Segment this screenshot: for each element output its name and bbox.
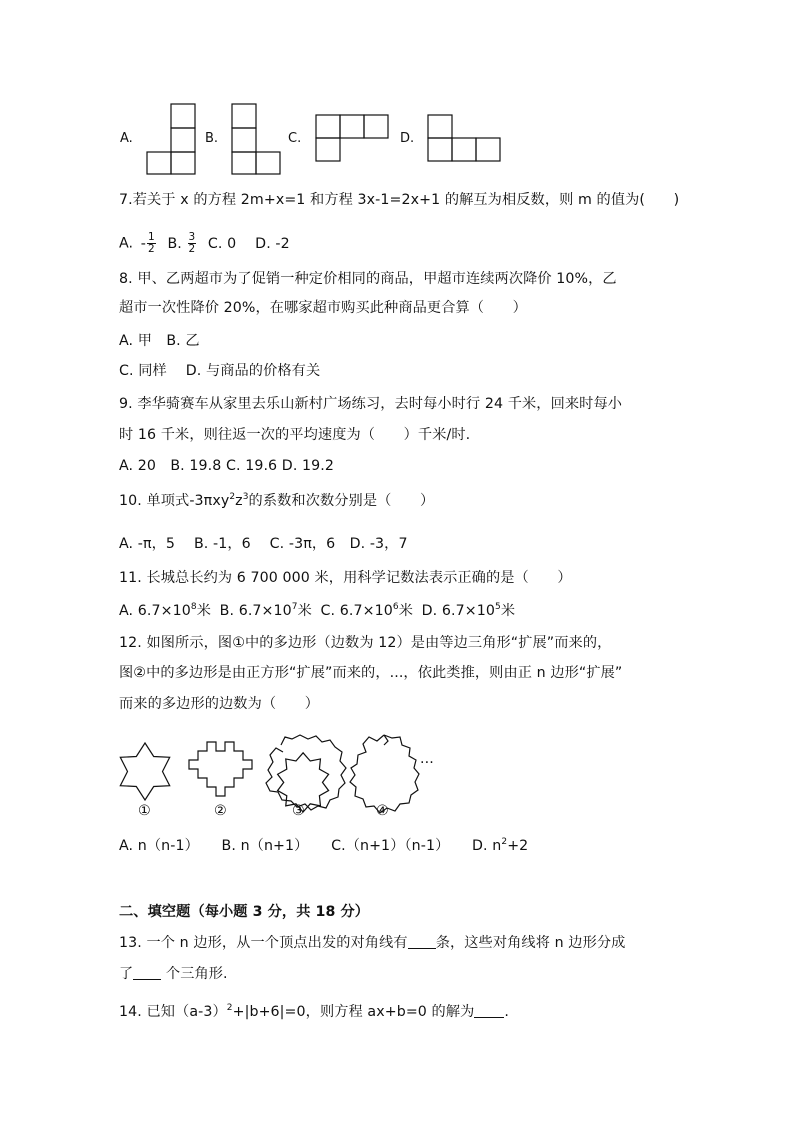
q9-line2: 时 16 千米，则往返一次的平均速度为（ ）千米/时. bbox=[119, 427, 471, 443]
q12-line1: 12. 如图所示，图①中的多边形（边数为 12）是由等边三角形“扩展”而来的， bbox=[119, 635, 612, 651]
q7-options bbox=[119, 232, 290, 255]
q12-figure-label-4: ④ bbox=[376, 803, 389, 819]
q6-net-c bbox=[316, 115, 388, 161]
q6-option-d-label: D. bbox=[400, 131, 415, 146]
q8-options-2: C. 同样 D. 与商品的价格有关 bbox=[119, 363, 321, 379]
q13-blank-2[interactable] bbox=[133, 967, 161, 980]
q12-figure-label-1: ① bbox=[138, 803, 151, 819]
q12-options: A. n（n-1） B. n（n+1） C.（n+1）（n-1） D. $n^2+2$ bbox=[119, 837, 529, 854]
q7-option-a-sign: - bbox=[140, 235, 147, 252]
q12-figure-1-star bbox=[120, 743, 169, 800]
q8-line2: 超市一次性降价 20%，在哪家超市购买此种商品更合算（ ） bbox=[119, 300, 527, 316]
q6-net-d bbox=[428, 115, 500, 161]
q13-line2: 了 个三角形. bbox=[119, 966, 228, 982]
q8-line1: 8. 甲、乙两超市为了促销一种定价相同的商品，甲超市连续两次降价 10%，乙 bbox=[119, 271, 617, 287]
q13-blank-1[interactable] bbox=[408, 936, 436, 949]
q13-line1: 13. 一个 n 边形，从一个顶点出发的对角线有 条，这些对角线将 n 边形分成 bbox=[119, 935, 626, 951]
q12-line3: 而来的多边形的边数为（ ） bbox=[119, 696, 320, 712]
q12-line2: 图②中的多边形是由正方形“扩展”而来的，...，依此类推，则由正 n 边形“扩展” bbox=[119, 665, 623, 681]
q7-option-b-fraction: $\frac{3}{2}$ bbox=[188, 231, 196, 255]
q12-ellipsis: ... bbox=[420, 751, 434, 767]
q6-option-b-label: B. bbox=[205, 131, 219, 146]
q12-figure-4-extended-hexagon bbox=[350, 735, 419, 813]
q8-options-1: A. 甲 B. 乙 bbox=[119, 333, 200, 349]
q7-option-b-label: B. bbox=[167, 235, 182, 252]
q14-question: 14. 已知$(a-3)^2+|b+6|=0$，则方程 ax+b=0 的解为 . bbox=[119, 1003, 510, 1020]
q6-net-b bbox=[232, 104, 280, 174]
q6-option-a-label: A. bbox=[120, 131, 133, 146]
q14-blank[interactable] bbox=[474, 1005, 504, 1018]
q10-question: 10. 单项式$-3\pi xy^2z^3$的系数和次数分别是（ ） bbox=[119, 492, 435, 509]
q12-figures bbox=[120, 735, 419, 813]
q6-net-a bbox=[147, 104, 195, 174]
q11-options: A. $6.7\times 10^8$米 B. $6.7\times 10^7$米 C. $6.7\times 10^6$米 D. $6.7\times 10^5$米 bbox=[119, 602, 516, 619]
q11-question: 11. 长城总长约为 6 700 000 米，用科学记数法表示正确的是（ ） bbox=[119, 570, 572, 586]
q12-figure-label-2: ② bbox=[214, 803, 227, 819]
q6-option-c-label: C. bbox=[288, 131, 302, 146]
q12-figure-label-3: ③ bbox=[292, 803, 305, 819]
q12-figure-2-extended-square bbox=[189, 742, 252, 796]
q7-question: 7.若关于 x 的方程 2m+x=1 和方程 3x-1=2x+1 的解互为相反数，则 m 的值为( ) bbox=[119, 192, 680, 208]
q10-options: A. -π，5 B. -1，6 C. -3π，6 D. -3，7 bbox=[119, 536, 408, 552]
q9-options: A. 20 B. 19.8 C. 19.6 D. 19.2 bbox=[119, 458, 335, 474]
q7-option-a-label: A. bbox=[119, 235, 134, 252]
q9-line1: 9. 李华骑赛车从家里去乐山新村广场练习，去时每小时行 24 千米，回来时每小 bbox=[119, 396, 623, 412]
q7-options-cd: C. 0 D. -2 bbox=[207, 235, 290, 252]
section-2-heading: 二、填空题（每小题 3 分，共 18 分） bbox=[119, 904, 370, 920]
q7-option-a-fraction: $\frac{1}{2}$ bbox=[148, 231, 155, 255]
